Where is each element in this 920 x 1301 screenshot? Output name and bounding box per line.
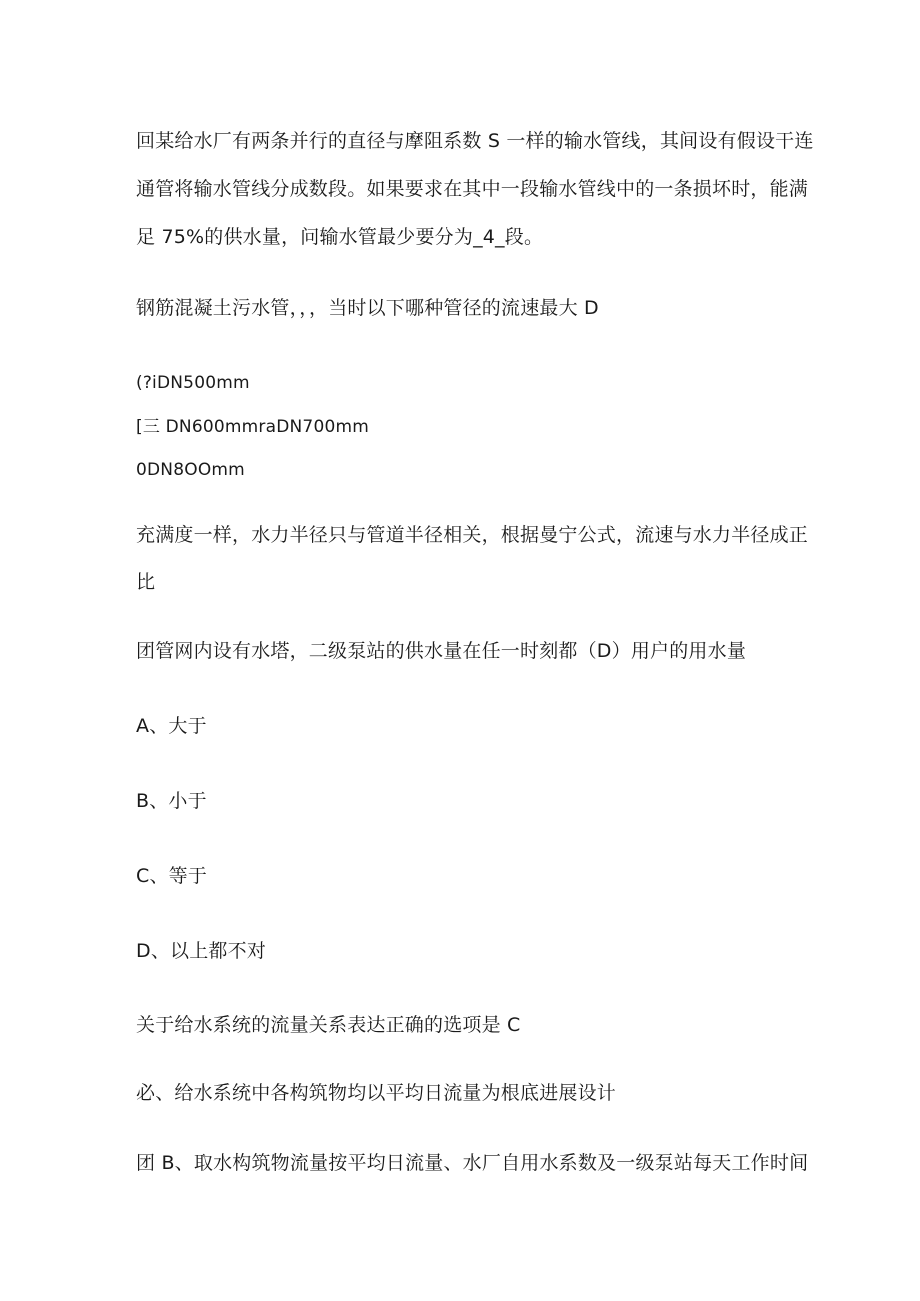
question-line: 团管网内设有水塔，二级泵站的供水量在任一时刻都（D）用户的用水量 [136,640,747,662]
question-line: 关于给水系统的流量关系表达正确的选项是 C [136,1014,521,1036]
explanation-line: 充满度一样，水力半径只与管道半径相关，根据曼宁公式，流速与水力半径成正 [136,524,809,546]
paragraph-line: 足 75%的供水量，问输水管最少要分为_4_段。 [136,226,544,248]
option-line: A、大于 [136,715,207,737]
question-line: 钢筋混凝土污水管，，，当时以下哪种管径的流速最大 D [136,297,599,319]
paragraph-line: 回某给水厂有两条并行的直径与摩阻系数 S 一样的输水管线，其间设有假设干连 [136,130,814,152]
option-line: D、以上都不对 [136,940,267,962]
option-line: B、小于 [136,790,207,812]
option-line: (?iDN500mm [136,373,250,393]
option-line: 团 B、取水构筑物流量按平均日流量、水厂自用水系数及一级泵站每天工作时间 [136,1152,809,1174]
option-line: 0DN8OOmm [136,460,245,480]
explanation-line: 比 [136,571,156,593]
option-line: C、等于 [136,865,208,887]
paragraph-line: 通管将输水管线分成数段。如果要求在其中一段输水管线中的一条损坏时，能满 [136,178,809,200]
option-line: [三 DN600mmraDN700mm [136,417,369,437]
option-line: 必、给水系统中各构筑物均以平均日流量为根底进展设计 [136,1082,617,1104]
